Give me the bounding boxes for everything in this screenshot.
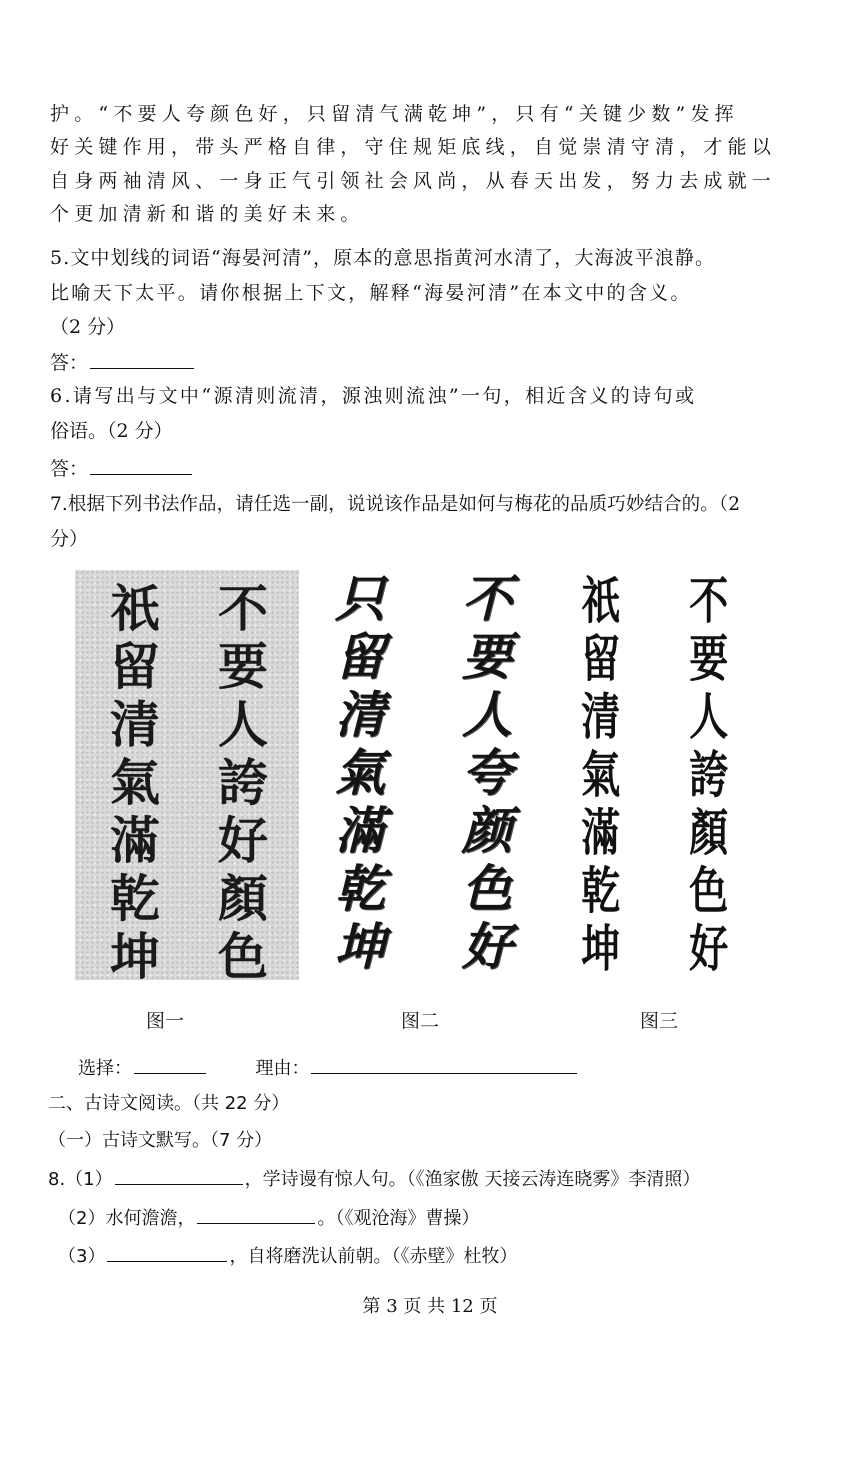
q8-item-2-suffix: 。（《观沧海》曹操） <box>317 1208 480 1229</box>
passage-line-2: 好关键作用，带头严格自律，守住规矩底线，自觉崇清守清，才能以 <box>50 136 777 158</box>
calligraphy-character: 要 <box>462 629 512 685</box>
calligraphy-character: 清 <box>581 688 619 746</box>
passage-line-3: 自身两袖清风、一身正气引领社会风尚，从春天出发，努力去成就一 <box>50 170 777 192</box>
calligraphy-character: 要 <box>218 637 268 696</box>
q6-line-2: 俗语。（2 分） <box>50 420 173 442</box>
calligraphy-character: 留 <box>335 629 385 685</box>
calligraphy-character: 顏 <box>218 869 268 928</box>
calligraphy-character: 颜 <box>462 803 512 859</box>
fig1-left-column <box>95 580 175 986</box>
calligraphy-character: 祇 <box>110 579 160 638</box>
q7-line-1: 7.根据下列书法作品，请任选一副，说说该作品是如何与梅花的品质巧妙结合的。（2 <box>50 494 741 515</box>
q7-line-2: 分） <box>50 528 89 550</box>
q5-answer-label: 答： <box>50 352 89 374</box>
choice-label: 选择： <box>78 1058 132 1079</box>
figure-2-label: 图二 <box>401 1010 440 1032</box>
q8-item-1-suffix: ，学诗谩有惊人句。（《渔家傲 天接云涛连晓雾》李清照） <box>244 1169 701 1190</box>
choice-blank[interactable] <box>134 1053 206 1074</box>
fig3-left-column <box>560 572 640 978</box>
calligraphy-character: 清 <box>110 695 160 754</box>
calligraphy-figure-1 <box>75 570 299 986</box>
calligraphy-character: 坤 <box>110 927 160 986</box>
calligraphy-character: 誇 <box>689 746 727 804</box>
reason-label: 理由： <box>255 1058 310 1079</box>
q6-answer-label: 答： <box>50 458 89 480</box>
calligraphy-character: 滿 <box>110 811 160 870</box>
calligraphy-character: 不 <box>689 572 727 630</box>
calligraphy-character: 人 <box>689 688 727 746</box>
calligraphy-character: 顏 <box>689 804 727 862</box>
fig1-right-column <box>203 580 283 986</box>
section-2-sub-1: （一）古诗文默写。（7 分） <box>48 1130 273 1151</box>
q5-line-1: 5.文中划线的词语“海晏河清”，原本的意思指黄河水清了，大海波平浪静。 <box>50 247 716 269</box>
q8-item-2-blank[interactable] <box>197 1203 315 1224</box>
calligraphy-character: 誇 <box>218 753 268 812</box>
calligraphy-character: 色 <box>689 862 727 920</box>
passage-line-4: 个更加清新和谐的美好未来。 <box>50 203 365 225</box>
fig2-right-column <box>447 570 527 976</box>
calligraphy-character: 留 <box>110 637 160 696</box>
q8-item-1-prefix: 8.（1） <box>48 1169 113 1190</box>
q8-item-1-blank[interactable] <box>115 1164 243 1185</box>
passage-line-1: 护。“不要人夸颜色好，只留清气满乾坤”，只有“关键少数”发挥 <box>50 103 739 125</box>
q8-item-3 <box>58 1241 517 1270</box>
q6-answer-blank[interactable] <box>90 454 192 475</box>
calligraphy-character: 好 <box>689 920 727 978</box>
figure-3-label: 图三 <box>640 1010 679 1032</box>
q8-item-1 <box>48 1164 700 1193</box>
q7-choice-row <box>78 1053 579 1082</box>
section-2-title: 二、古诗文阅读。（共 22 分） <box>48 1093 290 1114</box>
calligraphy-character: 祇 <box>581 572 619 630</box>
q8-item-2 <box>58 1203 479 1232</box>
calligraphy-character: 留 <box>581 630 619 688</box>
calligraphy-character: 只 <box>335 571 385 627</box>
calligraphy-character: 乾 <box>581 862 619 920</box>
q5-score: （2 分） <box>50 316 126 338</box>
q5-answer <box>50 348 196 376</box>
fig2-left-column <box>320 570 400 976</box>
calligraphy-character: 氣 <box>335 745 385 801</box>
calligraphy-character: 好 <box>218 811 268 870</box>
calligraphy-character: 人 <box>218 695 268 754</box>
calligraphy-character: 要 <box>689 630 727 688</box>
calligraphy-figure-3 <box>560 570 760 980</box>
calligraphy-character: 色 <box>218 927 268 986</box>
calligraphy-figure-2 <box>312 570 552 980</box>
q5-answer-blank[interactable] <box>90 348 194 369</box>
q5-line-2: 比喻天下太平。请你根据上下文，解释“海晏河清”在本文中的含义。 <box>50 282 692 304</box>
calligraphy-character: 清 <box>335 687 385 743</box>
reason-blank[interactable] <box>311 1053 577 1074</box>
calligraphy-character: 氣 <box>581 746 619 804</box>
calligraphy-character: 不 <box>218 579 268 638</box>
page-footer: 第 3 页 共 12 页 <box>362 1296 498 1317</box>
calligraphy-character: 好 <box>462 919 512 975</box>
q6-answer <box>50 454 194 482</box>
calligraphy-character: 氣 <box>110 753 160 812</box>
calligraphy-character: 滿 <box>581 804 619 862</box>
q6-line-1: 6.请写出与文中“源清则流清，源浊则流浊”一句，相近含义的诗句或 <box>50 385 697 407</box>
calligraphy-character: 夸 <box>462 745 512 801</box>
figure-1-label: 图一 <box>146 1010 185 1032</box>
calligraphy-character: 坤 <box>581 920 619 978</box>
q8-item-3-blank[interactable] <box>107 1241 227 1262</box>
calligraphy-character: 色 <box>462 861 512 917</box>
q8-item-3-suffix: ，自将磨洗认前朝。（《赤壁》杜牧） <box>229 1246 518 1267</box>
q8-item-3-prefix: （3） <box>58 1246 106 1267</box>
calligraphy-character: 乾 <box>335 861 385 917</box>
calligraphy-character: 乾 <box>110 869 160 928</box>
calligraphy-character: 滿 <box>335 803 385 859</box>
calligraphy-character: 坤 <box>335 919 385 975</box>
calligraphy-character: 人 <box>462 687 512 743</box>
fig3-right-column <box>668 572 748 978</box>
q8-item-2-prefix: （2）水何澹澹， <box>58 1208 196 1229</box>
calligraphy-character: 不 <box>462 571 512 627</box>
